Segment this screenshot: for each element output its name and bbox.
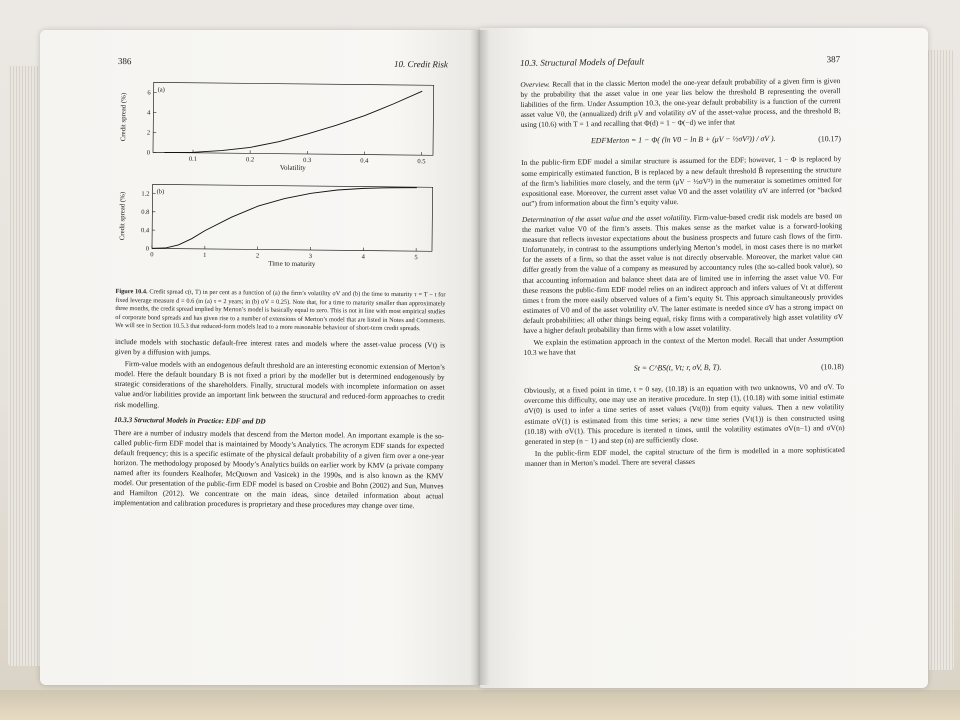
x-tick-label-0-2: 0.3 bbox=[303, 156, 312, 165]
x-tick-label-1-1: 1 bbox=[203, 251, 207, 259]
x-tick-label-1-5: 5 bbox=[414, 254, 418, 262]
left-page-header bbox=[118, 56, 448, 77]
x-tick-label-1-3: 3 bbox=[308, 253, 313, 261]
overview-paragraph bbox=[520, 76, 841, 130]
credit-spread-charts bbox=[116, 78, 448, 287]
section-paragraph: There are a number of industry models that descend from the Merton model. An important example is the so-called public-firm EDF model that is maintained by Moody’s Analytics. The acronym EDF stands for expected default frequency; this is a specific estimate of the physical default probability of a given firm over a one-year horizon. The methodology proposed by Moody’s Analytics builds on earlier work by KMV (a private company named after its founders Kealhofer, McQuown and Vasicek) in the 1990s, and is also known as the KMV model. Our presentation of the public-firm EDF model is based on Crosbie and Bohn (2002) and Sun, Munves and Hamilton (2012). We concentrate on the main ideas, since detailed information about actual implementation and calibration procedures is proprietary and these procedures may change over time. bbox=[113, 427, 445, 511]
y-tick-label-1-0: 0 bbox=[145, 245, 150, 253]
x-axis-label-0: Volatility bbox=[279, 163, 306, 172]
series-line-0 bbox=[164, 88, 422, 155]
paragraph-iterative: Obviously, at a fixed point in time, t = 0 say, (10.18) is an equation with two unknowns, V0 and σV. To overcome this difficulty, one may use an iterative procedure. In step (1), (10.18) with some initial estimate σV(0) is used to infer a time series of asset values (Vt(0)) from equity values. Then a new volatility estimate σV(1) is estimated from this time series; a new time series (Vt(1)) is then constructed using (10.18) with σV(1). This procedure is iterated n times, until the volatility estimates σV(n−1) and σV(n) generated in step (n − 1) and step (n) are sufficiently close. bbox=[524, 382, 845, 446]
paragraph-2: Firm-value models with an endogenous default threshold are an interesting economic extension of Merton’s model. Here the default boundary B is not fixed a priori by the modeller but is determined endogenously by strategic considerations of the shareholders. Finally, structural models with incomplete information on asset value and/or liabilities provide an important link between the structural and reduced-form approaches to credit risk modelling. bbox=[114, 359, 445, 409]
figure-caption bbox=[115, 288, 445, 334]
y-tick-label-1-1: 0.4 bbox=[141, 227, 150, 235]
x-tick-label-0-4: 0.5 bbox=[417, 158, 426, 166]
y-axis-label-0: Credit spread (%) bbox=[120, 92, 128, 142]
paragraph-estimation: We explain the estimation approach in the context of the Merton model. Recall that under Assumption 10.3 we have that bbox=[523, 334, 844, 358]
caption-label: Figure 10.4. bbox=[115, 287, 148, 296]
y-tick-label-0-2: 4 bbox=[147, 109, 151, 117]
y-tick-label-1-3: 1.2 bbox=[141, 190, 150, 198]
series-line-1 bbox=[152, 185, 417, 251]
x-tick-label-1-2: 2 bbox=[255, 252, 260, 260]
equation-10-18 bbox=[524, 356, 844, 382]
determination-text: Firm-value-based credit risk models are based on the market value V0 of the firm’s assets. This makes sense as the market value is a forward-looking measure that reflects investor expectations about the business prospects and future cash flows of the firm. Unfortunately, in contrast to the assumptions underlying Merton’s model, in most cases there is no market for the assets of a firm, so that the asset value is not directly observable. Moreover, the market value can differ greatly from the value of a company as measured by accountancy rules (the so-called book value), so that accounting information and balance sheet data are of limited use in inferring the asset value V0. For these reasons the public-firm EDF model relies on an indirect approach and infers values of Vt at different times t from the more easily observed values of a firm’s equity St. This approach simultaneously provides estimates of V0 and of the asset volatility σV. The latter estimate is needed since σV has a strong impact on default probabilities; all other things being equal, risky firms with a comparatively high asset volatility σV have a higher default probability than firms with a low asset volatility. bbox=[522, 211, 844, 335]
x-tick-label-1-0: 0 bbox=[150, 251, 154, 259]
right-page-content bbox=[520, 54, 847, 658]
y-axis-label-1: Credit spread (%) bbox=[119, 191, 127, 241]
equation-label-2: (10.18) bbox=[820, 362, 844, 372]
equation-body-2: St = C^BS(t, Vt; r, σV, B, T). bbox=[633, 362, 722, 373]
running-head-right: 10.3. Structural Models of Default bbox=[520, 56, 645, 68]
y-tick-label-0-1: 2 bbox=[146, 129, 151, 137]
determination-title: Determination of the asset value and the asset volatility. bbox=[521, 212, 692, 224]
paragraph-edf: In the public-firm EDF model a similar structure is assumed for the EDF; however, 1 − Φ is replaced by some empirically estimated function, B is replaced by a new default threshold B̃ representing the structure of the firm’s liabilities more closely, and the term (μV − ½σV²) in the numerator is sometimes omitted for expositional ease. Moreover, the current asset value V0 and the asset volatility σV are inferred (or “backed out”) from information about the firm’s equity value. bbox=[521, 154, 842, 208]
panel-label-1: (b) bbox=[156, 188, 165, 196]
paragraph-capital-structure: In the public-firm EDF model, the capital structure of the firm is modelled in a more sophisticated manner than in Merton’s model. There are several classes bbox=[524, 444, 845, 468]
equation-10-17 bbox=[521, 129, 841, 155]
book-spine-shadow bbox=[470, 30, 490, 685]
equation-label: (10.17) bbox=[818, 134, 842, 144]
page-number-left: 386 bbox=[117, 56, 132, 67]
x-tick-label-0-3: 0.4 bbox=[360, 157, 369, 165]
determination-paragraph bbox=[522, 211, 843, 336]
x-tick-label-0-1: 0.2 bbox=[245, 156, 255, 164]
y-tick-label-0-0: 0 bbox=[146, 149, 151, 157]
plot-frame-1 bbox=[152, 184, 433, 251]
page-number-right: 387 bbox=[826, 54, 841, 65]
x-tick-label-1-4: 4 bbox=[361, 253, 365, 261]
x-tick-label-0-0: 0.1 bbox=[188, 155, 198, 163]
table-surface bbox=[0, 690, 960, 720]
overview-text: Recall that in the classic Merton model the one-year default probability of a given firm is given by the probability that the asset value in one year lies below the threshold B representing the overall liabilities of the firm. Under Assumption 10.3, the one-year default probability is a function of the current asset value V0, the (annualized) drift μV and volatility σV of the asset-value process, and the threshold B; using (10.6) with T = 1 and recalling that Φ(d) = 1 − Φ(−d) we infer that bbox=[520, 76, 841, 130]
figure-10-4 bbox=[116, 78, 448, 287]
running-head-left: 10. Credit Risk bbox=[393, 58, 448, 70]
y-tick-label-1-2: 0.8 bbox=[141, 208, 150, 216]
panel-label-0: (a) bbox=[157, 86, 165, 94]
paragraph-1: include models with stochastic default-free interest rates and models where the asset-value process (Vt) is given by a diffusion with jumps. bbox=[114, 336, 446, 358]
right-page-header bbox=[520, 54, 840, 76]
equation-body: EDFMerton = 1 − Φ( (ln V0 − ln B + (μV − ½σV²)) / σV ). bbox=[590, 134, 776, 146]
x-axis-label-1: Time to maturity bbox=[268, 259, 316, 269]
caption-text: Credit spread c(t, T) in per cent as a function of (a) the firm’s volatility σV and (b) the time to maturity τ = T − t for fixed leverage measure d = 0.6 (in (a) τ = 2 years; in (b) σV = 0.25). Note that, for a time to maturity smaller than approximately three months, the credit spread implied by Merton’s model is basically equal to zero. This is not in line with most empirical studies of corporate bond spreads and has given rise to a number of extensions of Merton’s model that are listed in Notes and Comments. We will see in Section 10.5.3 that reduced-form models lead to a more reasonable behaviour of short-term credit spreads. bbox=[115, 288, 446, 333]
left-page-stack bbox=[8, 66, 42, 666]
overview-title: Overview. bbox=[520, 79, 551, 89]
y-tick-label-0-3: 6 bbox=[147, 89, 151, 97]
section-heading: 10.3.3 Structural Models in Practice: EDF and DD bbox=[114, 415, 266, 426]
plot-frame-0 bbox=[153, 82, 434, 155]
left-page-content bbox=[112, 56, 448, 659]
